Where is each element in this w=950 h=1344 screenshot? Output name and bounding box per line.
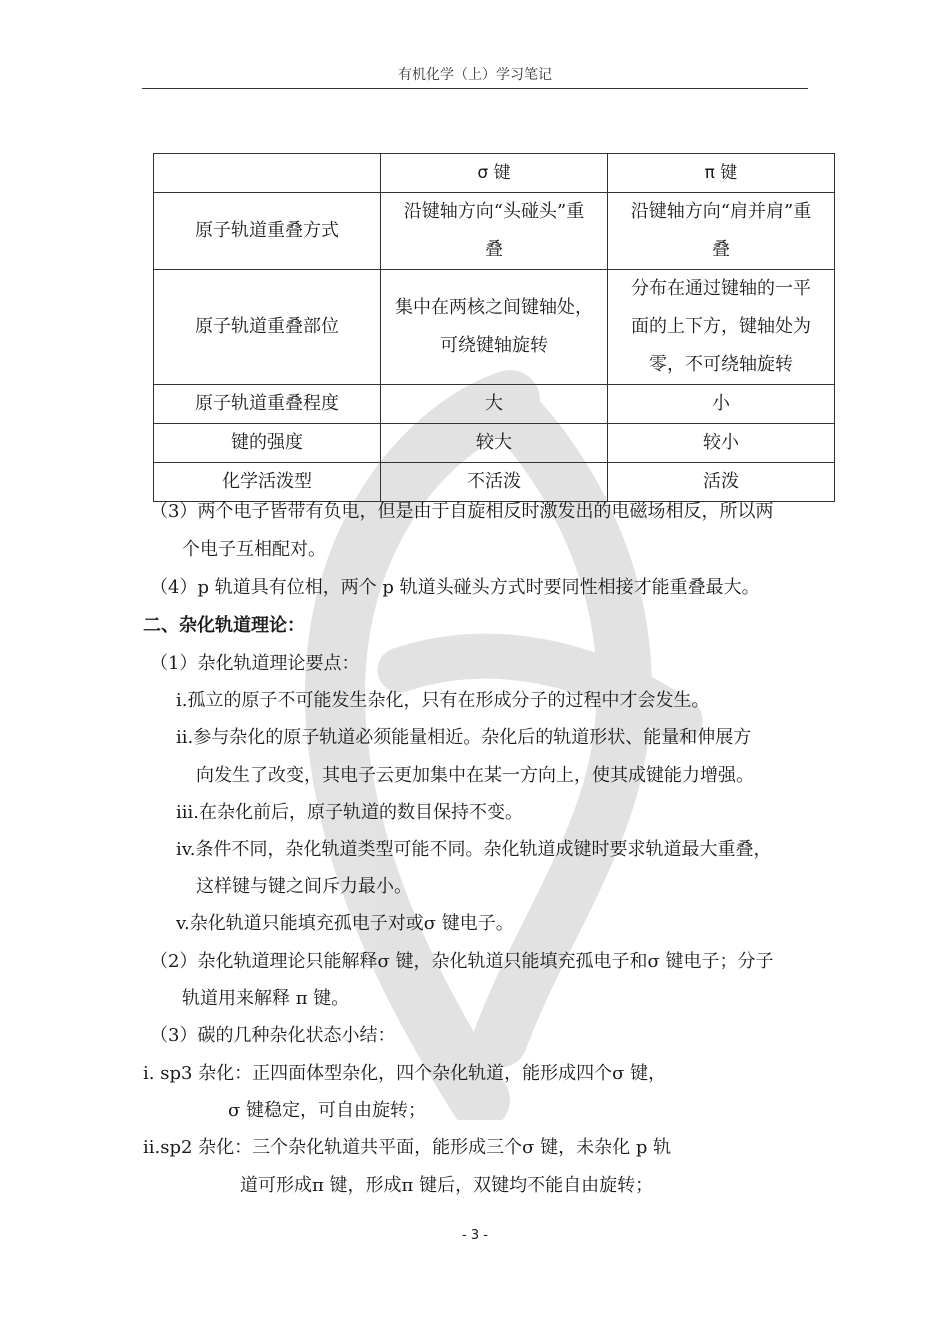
- pi-cell: [608, 270, 835, 385]
- sigma-cell: 大: [381, 385, 608, 424]
- table-row: [154, 385, 835, 424]
- point-3: （3）碳的几种杂化状态小结：: [150, 1025, 396, 1046]
- point-1-ii-line-2: 向发生了改变，其电子云更加集中在某一方向上，使其成键能力增强。: [196, 765, 754, 786]
- sp3-line-1: i. sp3 杂化：正四面体型杂化，四个杂化轨道，能形成四个σ 键，: [143, 1063, 667, 1084]
- cell-line: 集中在两核之间键轴处，: [395, 297, 593, 318]
- sigma-cell: [381, 270, 608, 385]
- point-1-iv-line-1: iv.条件不同，杂化轨道类型可能不同。杂化轨道成键时要求轨道最大重叠，: [176, 839, 772, 860]
- cell-line: 沿键轴方向“肩并肩”重: [630, 201, 812, 222]
- row-label: 原子轨道重叠部位: [154, 270, 381, 385]
- pi-cell: [608, 193, 835, 270]
- cell-line: 分布在通过键轴的一平: [631, 278, 811, 299]
- cell-line: 零，不可绕轴旋转: [649, 354, 793, 375]
- running-header: 有机化学（上）学习笔记: [142, 62, 808, 89]
- point-2-line-2: 轨道用来解释 π 键。: [182, 988, 350, 1009]
- table-row: [154, 193, 835, 270]
- sp3-line-2: σ 键稳定，可自由旋转；: [228, 1100, 427, 1121]
- table-header-empty: [154, 154, 381, 193]
- cell-line: 沿键轴方向“头碰头”重: [403, 201, 585, 222]
- point-1: （1）杂化轨道理论要点：: [150, 653, 360, 674]
- pi-cell: 较小: [608, 424, 835, 463]
- paragraph-4: （4）p 轨道具有位相，两个 p 轨道头碰头方式时要同性相接才能重叠最大。: [150, 577, 760, 598]
- cell-line: 面的上下方，键轴处为: [631, 316, 811, 337]
- table-header-sigma: σ 键: [381, 154, 608, 193]
- paragraph-3-line-1: （3）两个电子皆带有负电，但是由于自旋相反时激发出的电磁场相反，所以两: [150, 501, 774, 522]
- table-header-pi: π 键: [608, 154, 835, 193]
- point-1-ii-line-1: ii.参与杂化的原子轨道必须能量相近。杂化后的轨道形状、能量和伸展方: [176, 727, 752, 748]
- cell-line: 叠: [485, 239, 503, 260]
- point-2-line-1: （2）杂化轨道理论只能解释σ 键，杂化轨道只能填充孤电子和σ 键电子；分子: [150, 951, 774, 972]
- table-row: [154, 424, 835, 463]
- point-1-i: i.孤立的原子不可能发生杂化，只有在形成分子的过程中才会发生。: [176, 690, 710, 711]
- table-row: [154, 270, 835, 385]
- paragraph-3-line-2: 个电子互相配对。: [182, 539, 326, 560]
- row-label: 原子轨道重叠程度: [154, 385, 381, 424]
- sp2-line-2: 道可形成π 键，形成π 键后，双键均不能自由旋转；: [240, 1175, 654, 1196]
- point-1-iv-line-2: 这样键与键之间斥力最小。: [196, 876, 412, 897]
- sigma-cell: [381, 193, 608, 270]
- point-1-v: v.杂化轨道只能填充孤电子对或σ 键电子。: [176, 913, 514, 934]
- cell-line: 叠: [712, 239, 730, 260]
- sp2-line-1: ii.sp2 杂化：三个杂化轨道共平面，能形成三个σ 键，未杂化 p 轨: [143, 1137, 672, 1158]
- row-label: 键的强度: [154, 424, 381, 463]
- pi-cell: 活泼: [608, 463, 835, 502]
- section-heading: 二、杂化轨道理论：: [143, 615, 305, 636]
- table-header-row: [154, 154, 835, 193]
- sigma-cell: 较大: [381, 424, 608, 463]
- sigma-cell: 不活泼: [381, 463, 608, 502]
- row-label: 原子轨道重叠方式: [154, 193, 381, 270]
- point-1-iii: iii.在杂化前后，原子轨道的数目保持不变。: [176, 802, 523, 823]
- table-row: [154, 463, 835, 502]
- row-label: 化学活泼型: [154, 463, 381, 502]
- page-number: - 3 -: [462, 1228, 488, 1243]
- sigma-pi-comparison-table: [153, 153, 835, 502]
- pi-cell: 小: [608, 385, 835, 424]
- cell-line: 可绕键轴旋转: [440, 335, 548, 356]
